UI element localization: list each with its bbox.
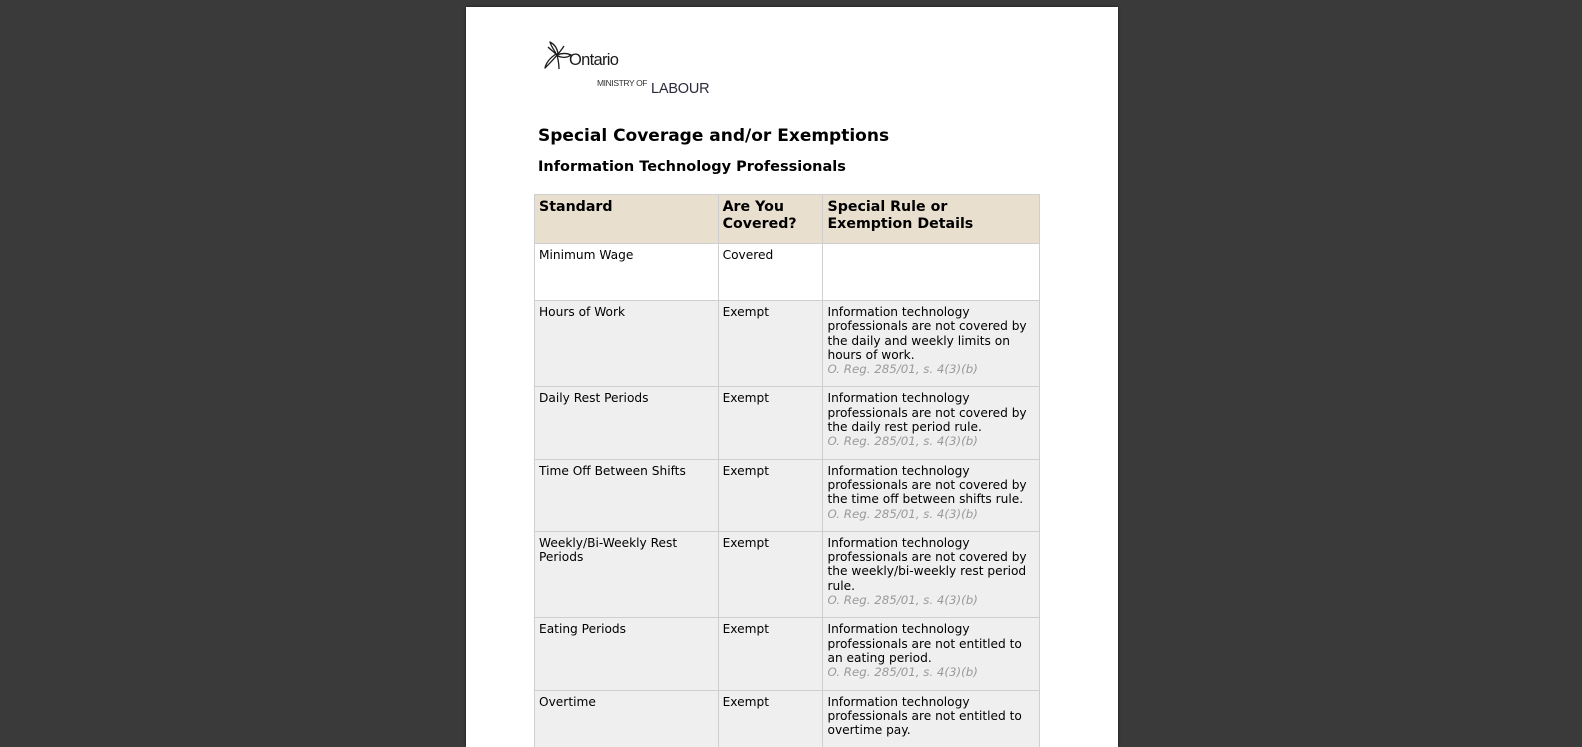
- cell-standard: Overtime: [535, 690, 719, 747]
- table-row: [535, 531, 1040, 617]
- table-header-row: [535, 195, 1040, 244]
- table-row: [535, 387, 1040, 459]
- regulation-citation: O. Reg. 285/01, s. 4(3)(b): [827, 593, 978, 608]
- logo-labour-text: LABOUR: [651, 81, 710, 97]
- cell-details: [823, 531, 1040, 617]
- document-title: Special Coverage and/or Exemptions: [538, 126, 890, 146]
- cell-covered: Covered: [718, 244, 823, 301]
- regulation-citation: O. Reg. 285/01, s. 4(3)(b): [827, 434, 978, 449]
- cell-covered: Exempt: [718, 459, 823, 531]
- table-row: [535, 459, 1040, 531]
- cell-standard: Eating Periods: [535, 618, 719, 690]
- cell-standard: Hours of Work: [535, 301, 719, 387]
- logo-ontario-text: Ontario: [569, 51, 619, 69]
- regulation-citation: O. Reg. 285/01, s. 4(3)(b): [827, 362, 978, 377]
- details-text: Information technology professionals are not entitled to overtime pay.: [827, 694, 1022, 738]
- details-text: Information technology professionals are not covered by the daily and weekly limits on hours of work.: [827, 305, 1027, 362]
- ontario-logo: [542, 41, 742, 101]
- cell-details: [823, 301, 1040, 387]
- header-standard: Standard: [535, 195, 719, 244]
- cell-details: [823, 459, 1040, 531]
- logo-ministry-of-text: MINISTRY OF: [597, 78, 648, 88]
- details-text: Information technology professionals are not covered by the weekly/bi-weekly rest period rule.: [827, 535, 1027, 593]
- table-row: [535, 690, 1040, 747]
- cell-standard: Time Off Between Shifts: [535, 459, 719, 531]
- cell-details: [823, 387, 1040, 459]
- coverage-table: [534, 194, 1040, 747]
- details-text: Information technology professionals are not covered by the daily rest period rule.: [827, 391, 1027, 435]
- cell-covered: Exempt: [718, 301, 823, 387]
- cell-covered: Exempt: [718, 387, 823, 459]
- table-row: [535, 301, 1040, 387]
- cell-covered: Exempt: [718, 690, 823, 747]
- document-page: [466, 7, 1118, 747]
- table-row: [535, 244, 1040, 301]
- header-covered: Are You Covered?: [718, 195, 823, 244]
- cell-covered: Exempt: [718, 618, 823, 690]
- document-subtitle: Information Technology Professionals: [538, 159, 846, 175]
- table-row: [535, 618, 1040, 690]
- details-text: Information technology professionals are not covered by the time off between shifts rule.: [827, 463, 1027, 507]
- cell-standard: Weekly/Bi-Weekly Rest Periods: [535, 531, 719, 617]
- cell-standard: Minimum Wage: [535, 244, 719, 301]
- cell-covered: Exempt: [718, 531, 823, 617]
- cell-details: [823, 244, 1040, 301]
- cell-details: [823, 618, 1040, 690]
- details-text: Information technology professionals are not entitled to an eating period.: [827, 622, 1022, 665]
- header-details: Special Rule or Exemption Details: [823, 195, 1040, 244]
- regulation-citation: O. Reg. 285/01, s. 4(3)(b): [827, 506, 978, 521]
- cell-details: [823, 690, 1040, 747]
- regulation-citation: O. Reg. 285/01, s. 4(3)(b): [827, 665, 978, 680]
- cell-standard: Daily Rest Periods: [535, 387, 719, 459]
